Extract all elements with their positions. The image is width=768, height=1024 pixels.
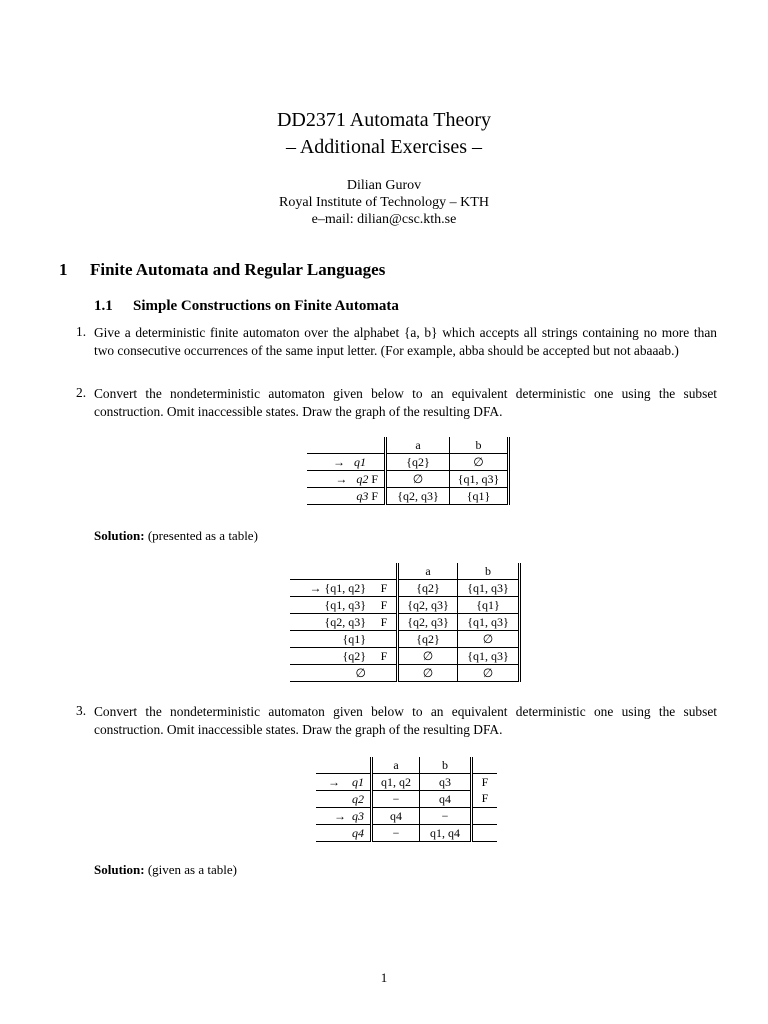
table-header: a — [372, 757, 420, 774]
table-row — [316, 791, 497, 808]
start-arrow: → — [333, 454, 345, 469]
final-marker — [472, 825, 498, 842]
state-label: q4 — [352, 825, 364, 840]
transition-cell: {q1, q3} — [458, 614, 520, 631]
final-marker: F — [372, 614, 398, 631]
subsection-title: Simple Constructions on Finite Automata — [133, 298, 399, 314]
transition-cell: ∅ — [450, 454, 509, 471]
transition-cell: {q2, q3} — [398, 597, 458, 614]
transition-cell: ∅ — [398, 665, 458, 682]
transition-cell: − — [372, 791, 420, 808]
table-row — [290, 614, 520, 631]
document-subtitle: – Additional Exercises – — [285, 136, 483, 158]
state-cell: ∅ — [290, 665, 372, 682]
transition-cell: − — [420, 808, 472, 825]
solution-line — [94, 528, 258, 544]
table-row — [290, 631, 520, 648]
table-row — [290, 597, 520, 614]
exercise-3-text: Convert the nondeterministic automaton given below to an equivalent deterministic one using the subset construction. Omit inaccessible states. Draw the graph of the resulting DFA. — [94, 704, 717, 737]
document-title: DD2371 Automata Theory — [276, 109, 492, 131]
final-marker: F — [472, 791, 498, 808]
final-marker: F — [372, 597, 398, 614]
subsection-number: 1.1 — [94, 298, 113, 314]
table-row — [307, 454, 509, 471]
solution-label: Solution: — [94, 528, 145, 543]
table-row — [316, 774, 497, 791]
final-marker — [372, 631, 398, 648]
transition-cell: {q2, q3} — [398, 614, 458, 631]
state-label: q2 — [352, 791, 364, 806]
table-header: a — [386, 437, 450, 454]
table-row — [307, 488, 509, 505]
transition-cell: {q2} — [386, 454, 450, 471]
state-label: q3 — [352, 808, 364, 823]
start-arrow: → — [335, 471, 348, 486]
transition-cell: {q1} — [458, 597, 520, 614]
state-cell — [316, 825, 372, 842]
transition-cell: {q2, q3} — [386, 488, 450, 505]
nfa-table-2 — [316, 757, 497, 842]
exercise-text — [94, 385, 717, 420]
start-arrow: → — [328, 774, 340, 789]
transition-cell: q1, q4 — [420, 825, 472, 842]
state-cell — [316, 774, 372, 791]
transition-cell: {q2} — [398, 631, 458, 648]
transition-cell: q4 — [420, 791, 472, 808]
final-marker: F — [371, 488, 378, 503]
table-header: a — [398, 563, 458, 580]
state-label: q3 — [356, 488, 369, 503]
table-row — [307, 471, 509, 488]
exercise-2-text: Convert the nondeterministic automaton given below to an equivalent deterministic one using the subset construction. Omit inaccessible states. Draw the graph of the resulting DFA. — [94, 386, 717, 419]
state-cell — [307, 454, 386, 471]
solution-note: (presented as a table) — [147, 528, 258, 543]
transition-cell: {q1, q3} — [458, 648, 520, 665]
section-number: 1 — [59, 260, 68, 279]
table-row — [316, 808, 497, 825]
final-marker: F — [481, 774, 489, 789]
exercise-number: 3. — [76, 703, 87, 718]
start-arrow: → — [334, 808, 346, 823]
state-cell: {q2} — [290, 648, 372, 665]
solution-note: (given as a table) — [147, 862, 237, 877]
state-label: q2 — [356, 471, 369, 486]
transition-cell: − — [372, 825, 420, 842]
state-cell: {q1, q3} — [290, 597, 372, 614]
transition-cell: q4 — [372, 808, 420, 825]
state-cell — [307, 471, 386, 488]
transition-cell: ∅ — [386, 471, 450, 488]
state-cell: → {q1, q2} — [290, 580, 372, 597]
table-corner — [372, 563, 398, 580]
author-name: Dilian Gurov — [346, 178, 422, 193]
exercise-1-text: Give a deterministic finite automaton over the alphabet {a, b} which accepts all strings containing no more than two consecutive occurrences of the same input letter. (For example, abba should be accepted but not abaaab.) — [94, 325, 717, 358]
exercise-text — [94, 703, 717, 738]
transition-cell: {q1, q3} — [450, 471, 509, 488]
state-label: q1 — [354, 454, 366, 469]
table-header: b — [450, 437, 509, 454]
state-cell — [316, 808, 372, 825]
table-corner — [316, 757, 372, 774]
state-cell — [307, 488, 386, 505]
solution-line — [94, 862, 237, 878]
transition-cell: ∅ — [458, 665, 520, 682]
nfa-table-1 — [307, 437, 510, 505]
state-label: q1 — [352, 774, 364, 789]
section-title: Finite Automata and Regular Languages — [90, 260, 386, 279]
table-corner — [307, 437, 386, 454]
transition-cell: q3 — [420, 774, 472, 791]
final-marker: F — [371, 471, 378, 486]
final-marker: F — [372, 580, 398, 597]
table-corner — [290, 563, 372, 580]
state-cell: {q2, q3} — [290, 614, 372, 631]
author-affiliation: Royal Institute of Technology – KTH — [279, 195, 489, 210]
table-header: b — [458, 563, 520, 580]
state-cell: {q1} — [290, 631, 372, 648]
exercise-number: 1. — [76, 324, 87, 339]
final-marker — [372, 665, 398, 682]
transition-cell: {q1} — [450, 488, 509, 505]
transition-cell: {q1, q3} — [458, 580, 520, 597]
dfa-solution-table — [290, 563, 521, 682]
exercise-number: 2. — [76, 385, 87, 400]
final-marker: F — [372, 648, 398, 665]
transition-cell: ∅ — [458, 631, 520, 648]
page-number: 1 — [380, 970, 388, 985]
table-row — [290, 648, 520, 665]
state-cell — [316, 791, 372, 808]
transition-cell: {q2} — [398, 580, 458, 597]
table-row — [316, 825, 497, 842]
author-email: e–mail: dilian@csc.kth.se — [311, 212, 457, 227]
solution-label: Solution: — [94, 862, 145, 877]
table-header: b — [420, 757, 472, 774]
table-row — [290, 665, 520, 682]
exercise-text — [94, 324, 717, 359]
transition-cell: q1, q2 — [372, 774, 420, 791]
table-corner — [472, 757, 498, 774]
table-row — [290, 580, 520, 597]
final-marker — [472, 808, 498, 825]
transition-cell: ∅ — [398, 648, 458, 665]
